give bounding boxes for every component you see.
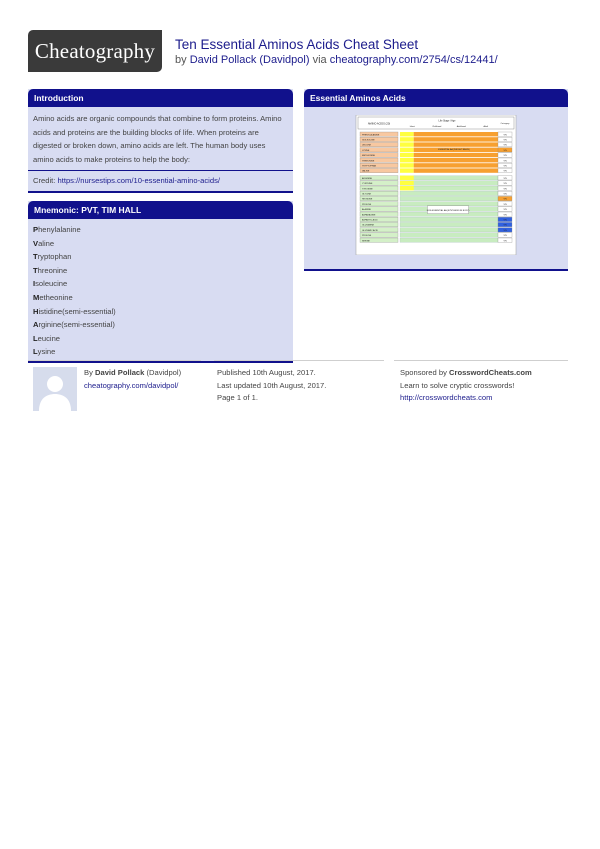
footer-author-link[interactable]: cheatography.com/davidpol/ (84, 380, 179, 390)
footer-author-name: David Pollack (95, 368, 145, 377)
chart-note: ESSENTIAL AA (WEIGHT BASIS) (438, 149, 470, 152)
mnemonic-rest: ysine (37, 347, 56, 357)
chart-tag: Y/N (503, 219, 507, 222)
mnemonic-item (28, 305, 293, 319)
mnemonic-list (28, 219, 293, 359)
chart-row-label: ALANINE (362, 209, 371, 212)
page-title: Ten Essential Aminos Acids Cheat Sheet (175, 37, 419, 52)
chart-bar-segment (400, 163, 414, 167)
chart-row-label: LEUCINE (362, 144, 372, 147)
chart-row-label: GLYCINE (362, 193, 371, 196)
amino-chart-image (304, 107, 568, 269)
chart-tag: Y/N (503, 170, 507, 173)
avatar-silhouette-icon (33, 367, 77, 411)
chart-row-label: ASPARAGINE (362, 214, 376, 217)
mnemonic-initial: I (33, 279, 36, 289)
mnemonic-initial: H (33, 306, 39, 316)
sponsor-link[interactable]: http://crosswordcheats.com (400, 393, 493, 402)
chart-row-label: GLUTAMIC ACID (362, 229, 379, 232)
mnemonic-rest: istidine(semi-essential) (38, 306, 116, 316)
chart-bar-segment (400, 186, 498, 190)
mnemonic-initial: A (33, 320, 39, 330)
mnemonic-initial: M (33, 292, 40, 302)
chart-bar-segment (400, 238, 498, 242)
chart-tag: Y/N (503, 144, 507, 147)
mnemonic-item (28, 291, 293, 305)
chart-tag: Y/N (503, 155, 507, 158)
chart-bar-segment (400, 168, 414, 172)
chart-tag: Y/N (503, 240, 507, 243)
chart-row-label: METHIONINE (362, 155, 376, 158)
chart-tag: Y/N (503, 139, 507, 142)
chart-row-label: VALINE (362, 170, 370, 173)
chart-bar-segment (400, 233, 498, 237)
introduction-box (28, 89, 293, 193)
chart-age-col: Adulthood (456, 126, 466, 128)
author-link[interactable]: David Pollack (Davidpol) (189, 54, 310, 66)
chart-tag: Y/N (503, 209, 507, 212)
chart-tag: Y/N (503, 149, 507, 152)
sponsor-tagline: Learn to solve cryptic crosswords! (400, 380, 515, 390)
mnemonic-box (28, 201, 293, 363)
footer-divider (214, 360, 384, 361)
author-avatar[interactable] (33, 367, 77, 411)
chart-row-label: THREONINE (362, 160, 375, 163)
sponsor-name: CrosswordCheats.com (449, 368, 532, 377)
chart-tag: Y/N (503, 165, 507, 168)
chart-bar-segment (400, 191, 498, 195)
chart-bar-segment (400, 176, 414, 180)
chart-note: NON-ESSENTIAL AA (SYNTHESIS IN BODY) (426, 209, 470, 212)
chart-row-label: TRYPTOPHAN (362, 165, 377, 168)
mnemonic-item (28, 237, 293, 251)
mnemonic-initial: T (33, 265, 38, 275)
chart-row-label: CYSTEINE (362, 183, 373, 186)
chart-bar-segment (400, 158, 414, 162)
introduction-heading: Introduction (28, 89, 293, 107)
chart-age-col: Childhood (432, 126, 442, 128)
mnemonic-item (28, 264, 293, 278)
chart-bar-segment (400, 222, 498, 226)
site-logo[interactable]: Cheatography (28, 30, 162, 72)
chart-bar-segment (400, 142, 414, 146)
mnemonic-initial: V (33, 238, 39, 248)
chart-row-label: PROLINE (362, 235, 372, 238)
sheet-url-link[interactable]: cheatography.com/2754/cs/12441/ (329, 54, 498, 66)
chart-age-col: Infant (409, 126, 415, 128)
chart-row-label: SERINE (362, 240, 370, 243)
chart-bar-segment (414, 153, 498, 157)
chart-bar-segment (414, 137, 498, 141)
chart-bar-segment (400, 181, 414, 185)
chart-row-label: PROLINE (362, 203, 372, 206)
by-prefix: by (175, 54, 187, 66)
mnemonic-rest: hreonine (37, 265, 68, 275)
credit-line (28, 171, 293, 191)
chart-age-col: Adult (483, 126, 489, 128)
mnemonic-initial: L (33, 347, 38, 357)
chart-tag: Y/N (503, 224, 507, 227)
chart-bar-segment (400, 217, 498, 221)
chart-bar-segment (414, 158, 498, 162)
footer-by-prefix: By (84, 368, 93, 377)
credit-link[interactable]: https://nursestips.com/10-essential-amino-acids/ (57, 176, 220, 185)
chart-tag: Y/N (503, 229, 507, 232)
chart-bar-segment (400, 196, 498, 200)
mnemonic-initial: P (33, 225, 39, 234)
chart-row-label: ARGININE (362, 177, 373, 180)
chart-bar-segment (400, 186, 414, 190)
mnemonic-rest: henylalanine (38, 225, 81, 234)
chart-tag: Y/N (503, 193, 507, 196)
mnemonic-rest: soleucine (35, 279, 68, 289)
right-column (304, 89, 568, 271)
mnemonic-item (28, 250, 293, 264)
chart-tag: Y/N (503, 198, 507, 201)
chart-bar-segment (400, 228, 498, 232)
mnemonic-initial: L (33, 333, 38, 343)
chart-bar-segment (400, 148, 414, 152)
chart-tag: Y/N (503, 160, 507, 163)
chart-tag: Y/N (503, 134, 507, 137)
updated-date: Last updated 10th August, 2017. (217, 380, 327, 390)
chart-bar-segment (400, 176, 498, 180)
chart-header-label: AMINO ACIDS (20) (367, 122, 391, 126)
chart-bar-segment (400, 132, 414, 136)
chart-bar-segment (400, 202, 498, 206)
footer-divider (394, 360, 568, 361)
mnemonic-initial: T (33, 252, 38, 262)
footer-divider (28, 360, 201, 361)
footer-dates (217, 367, 326, 405)
chart-right-header: Cat-egory (500, 123, 510, 125)
chart-tag: Y/N (503, 183, 507, 186)
chart-row-label: ISOLEUCINE (362, 139, 375, 142)
footer-author-handle: (Davidpol) (146, 368, 182, 377)
mnemonic-heading: Mnemonic: PVT, TIM HALL (28, 201, 293, 219)
mnemonic-item (28, 223, 293, 237)
chart-bar-segment (414, 168, 498, 172)
via-text: via (312, 54, 327, 66)
chart-bar-segment (400, 137, 414, 141)
chart-row-label: LYSINE (362, 149, 370, 152)
mnemonic-item (28, 318, 293, 332)
introduction-text: Amino acids are organic compounds that combine to form proteins. Amino acids and proteins are the building blocks of life. When proteins are digested or broken down, amino acids are left. The human body uses amino acids to make proteins to help the body: (33, 114, 282, 164)
chart-row-label: ASPARTIC ACID (362, 219, 378, 222)
mnemonic-rest: ryptophan (37, 252, 72, 262)
mnemonic-rest: eucine (37, 333, 61, 343)
credit-label: Credit: (33, 176, 56, 185)
mnemonic-item (28, 345, 293, 359)
chart-tag: Y/N (503, 214, 507, 217)
chart-bar-segment (414, 142, 498, 146)
chart-tag: Y/N (503, 203, 507, 206)
mnemonic-rest: aline (38, 238, 55, 248)
chart-tag: Y/N (503, 235, 507, 238)
chart-row-label: TYROSINE (362, 188, 373, 191)
page-number: Page 1 of 1. (217, 393, 258, 402)
footer-sponsor (400, 367, 532, 405)
mnemonic-rest: rginine(semi-essential) (38, 320, 115, 330)
chart-row-label: PHENYLALANINE (362, 134, 380, 137)
mnemonic-item (28, 332, 293, 346)
footer-author (84, 367, 181, 392)
chart-tag: Y/N (503, 177, 507, 180)
chart-bar-segment (400, 181, 498, 185)
byline (175, 54, 498, 66)
chart-bar-segment (414, 132, 498, 136)
chart-age-header: Life Stage / Age (438, 119, 456, 123)
sponsor-prefix: Sponsored by (400, 368, 447, 377)
chart-row-label: GLUTAMINE (362, 224, 374, 227)
left-column (28, 89, 293, 363)
published-date: Published 10th August, 2017. (217, 368, 316, 377)
chart-bar-segment (414, 163, 498, 167)
mnemonic-item (28, 277, 293, 291)
chart-row-label: HISTIDINE (362, 198, 373, 201)
chart-bar-segment (400, 153, 414, 157)
essential-heading: Essential Aminos Acids (304, 89, 568, 107)
mnemonic-rest: etheonine (39, 292, 73, 302)
chart-tag: Y/N (503, 188, 507, 191)
amino-chart-svg (304, 115, 568, 255)
essential-box (304, 89, 568, 271)
